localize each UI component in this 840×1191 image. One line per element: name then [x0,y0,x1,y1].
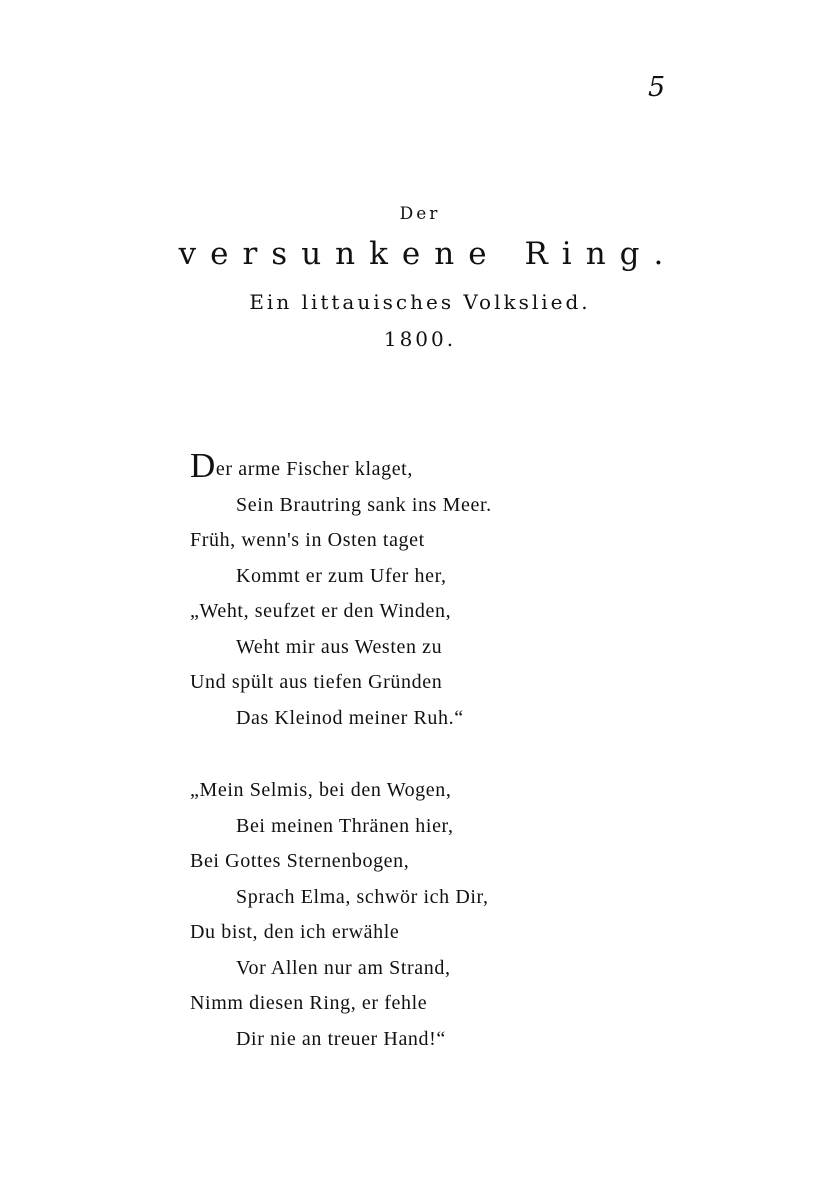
poem-year: 1800. [383,327,457,351]
poem-title: versunkene Ring. [178,236,678,272]
poem-line: Sprach Elma, schwör ich Dir, [236,885,489,908]
pre-title: Der [399,204,441,224]
poem-line-text: er arme Fischer klaget, [215,458,413,480]
poem-line: Früh, wenn's in Osten taget [190,529,425,551]
poem-line: Kommt er zum Ufer her, [236,564,447,587]
poem-line: Das Kleinod meiner Ruh.“ [236,706,464,729]
poem-line: Du bist, den ich erwähle [190,921,400,943]
poem-line [190,446,650,488]
poem-line: Weht mir aus Westen zu [236,635,443,658]
stanza-1 [190,446,650,736]
poem-subtitle: Ein littauisches Volkslied. [249,290,591,314]
stanza-2 [190,773,650,1057]
poem-line: Vor Allen nur am Strand, [236,956,451,979]
poem-line: Nimm diesen Ring, er fehle [190,992,428,1014]
drop-initial: D [190,446,216,485]
page-number: 5 [648,72,666,103]
poem-line: „Mein Selmis, bei den Wogen, [190,779,452,801]
poem-line: Und spült aus tiefen Gründen [190,671,443,693]
poem-line: Dir nie an treuer Hand!“ [236,1027,446,1050]
poem-line: „Weht, seufzet er den Winden, [190,600,452,622]
poem-line: Bei Gottes Sternenbogen, [190,850,410,872]
poem-line: Sein Brautring sank ins Meer. [236,493,492,516]
poem-line: Bei meinen Thränen hier, [236,814,454,837]
